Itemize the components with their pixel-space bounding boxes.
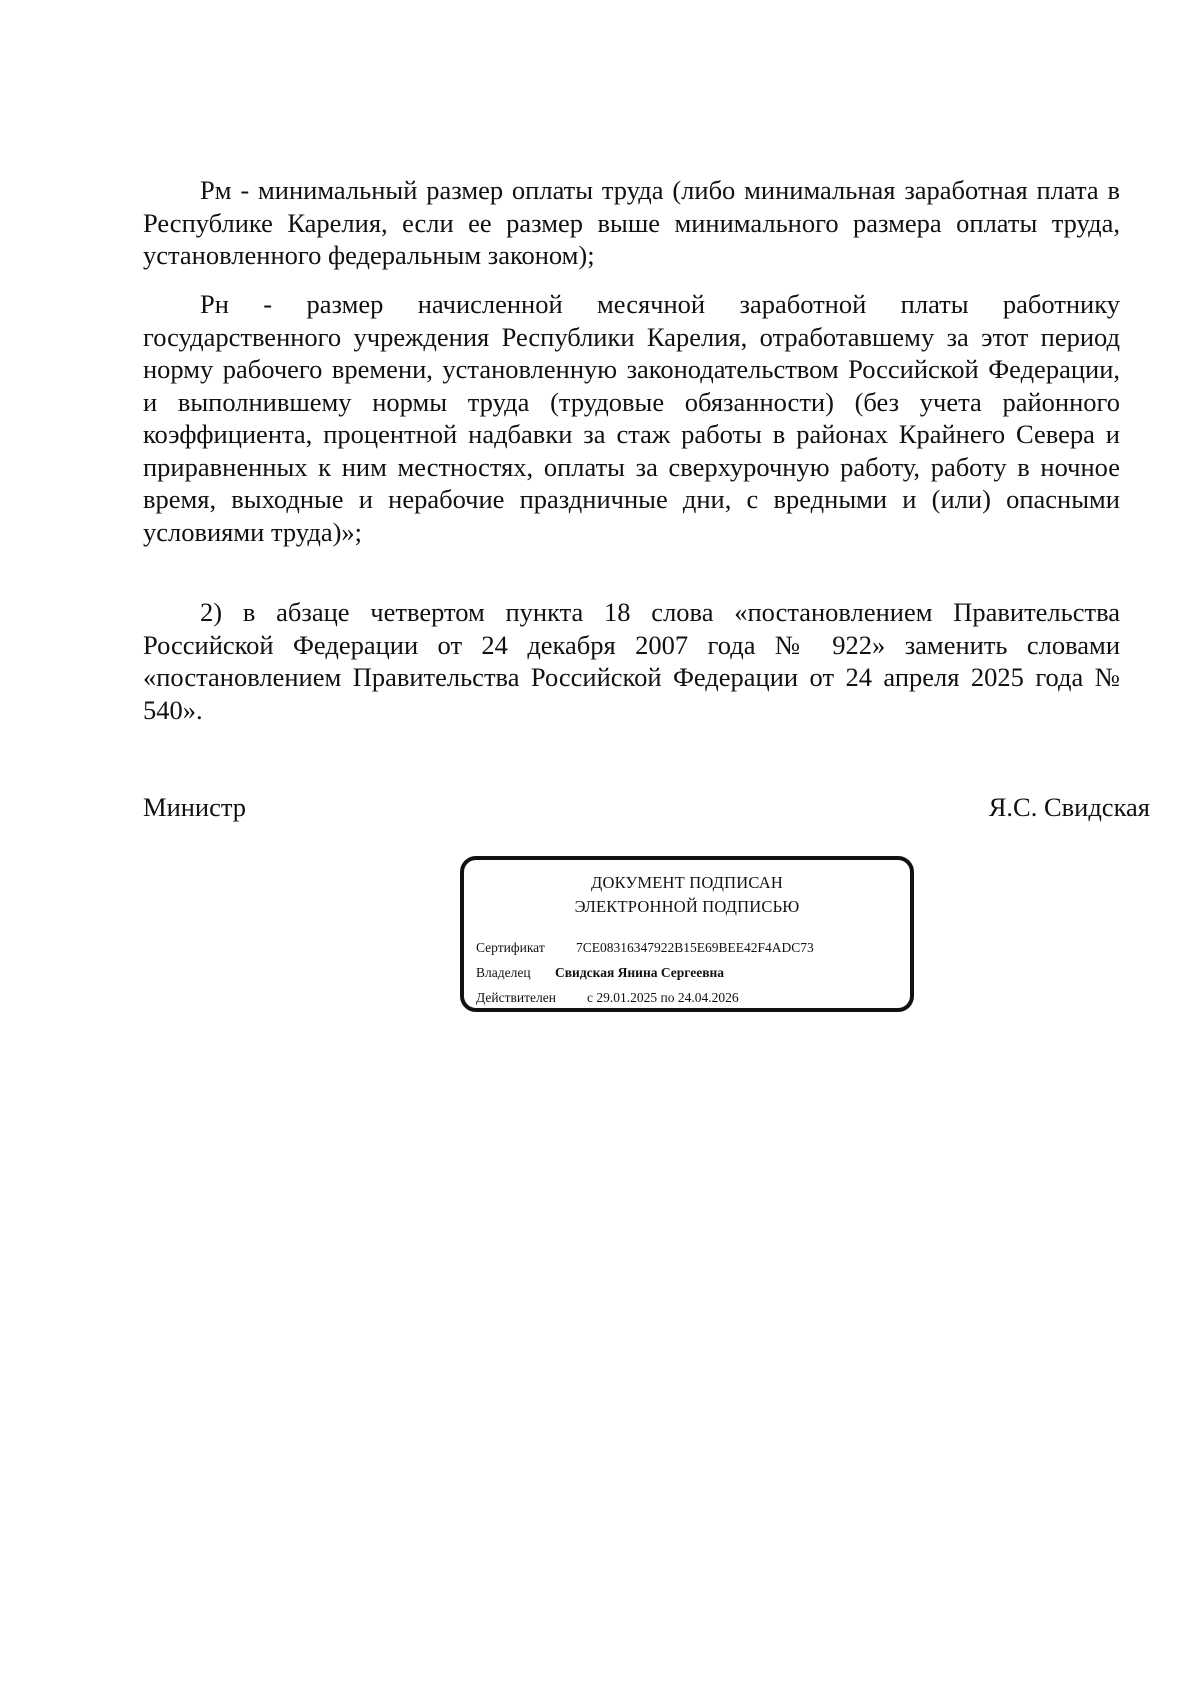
signatory-position: Министр: [143, 792, 247, 822]
certificate-label: Сертификат: [476, 940, 545, 955]
stamp-owner-row: [476, 964, 725, 982]
paragraph-rm-definition: Рм - минимальный размер оплаты труда (либо минимальная заработная плата в Республике Карелия, если ее размер выше минимального размера оплаты труда, установленного федеральным законом);: [143, 175, 1120, 270]
electronic-signature-stamp: [460, 856, 914, 1012]
stamp-title-line-2: ЭЛЕКТРОННОЙ ПОДПИСЬЮ: [574, 897, 800, 916]
certificate-value: 7CE08316347922B15E69BEE42F4ADC73: [576, 940, 814, 955]
validity-label: Действителен: [476, 990, 556, 1005]
owner-label: Владелец: [476, 965, 531, 980]
owner-value: Свидская Янина Сергеевна: [555, 965, 725, 980]
stamp-validity-row: [476, 989, 739, 1007]
paragraph-item-2: 2) в абзаце четвертом пункта 18 слова «постановлением Правительства Российской Федерации от 24 декабря 2007 года № 922» заменить словами «постановлением Правительства Российской Федерации от 24 апреля 2025 года № 540».: [143, 597, 1120, 725]
stamp-certificate-row: [476, 939, 814, 957]
validity-value: с 29.01.2025 по 24.04.2026: [587, 990, 739, 1005]
signatory-name: Я.С. Свидская: [988, 792, 1150, 822]
paragraph-rn-definition: Рн - размер начисленной месячной заработной платы работнику государственного учреждения Республики Карелия, отработавшему за этот период норму рабочего времени, установленную законодательством Российской Федерации, и выполнившему нормы труда (трудовые обязанности) (без учета районного коэффициента, процентной надбавки за стаж работы в районах Крайнего Севера и приравненных к ним местностях, оплаты за сверхурочную работу, работу в ночное время, выходные и нерабочие праздничные дни, с вредными и (или) опасными условиями труда)»;: [143, 289, 1120, 547]
stamp-title-line-1: ДОКУМЕНТ ПОДПИСАН: [591, 873, 783, 892]
